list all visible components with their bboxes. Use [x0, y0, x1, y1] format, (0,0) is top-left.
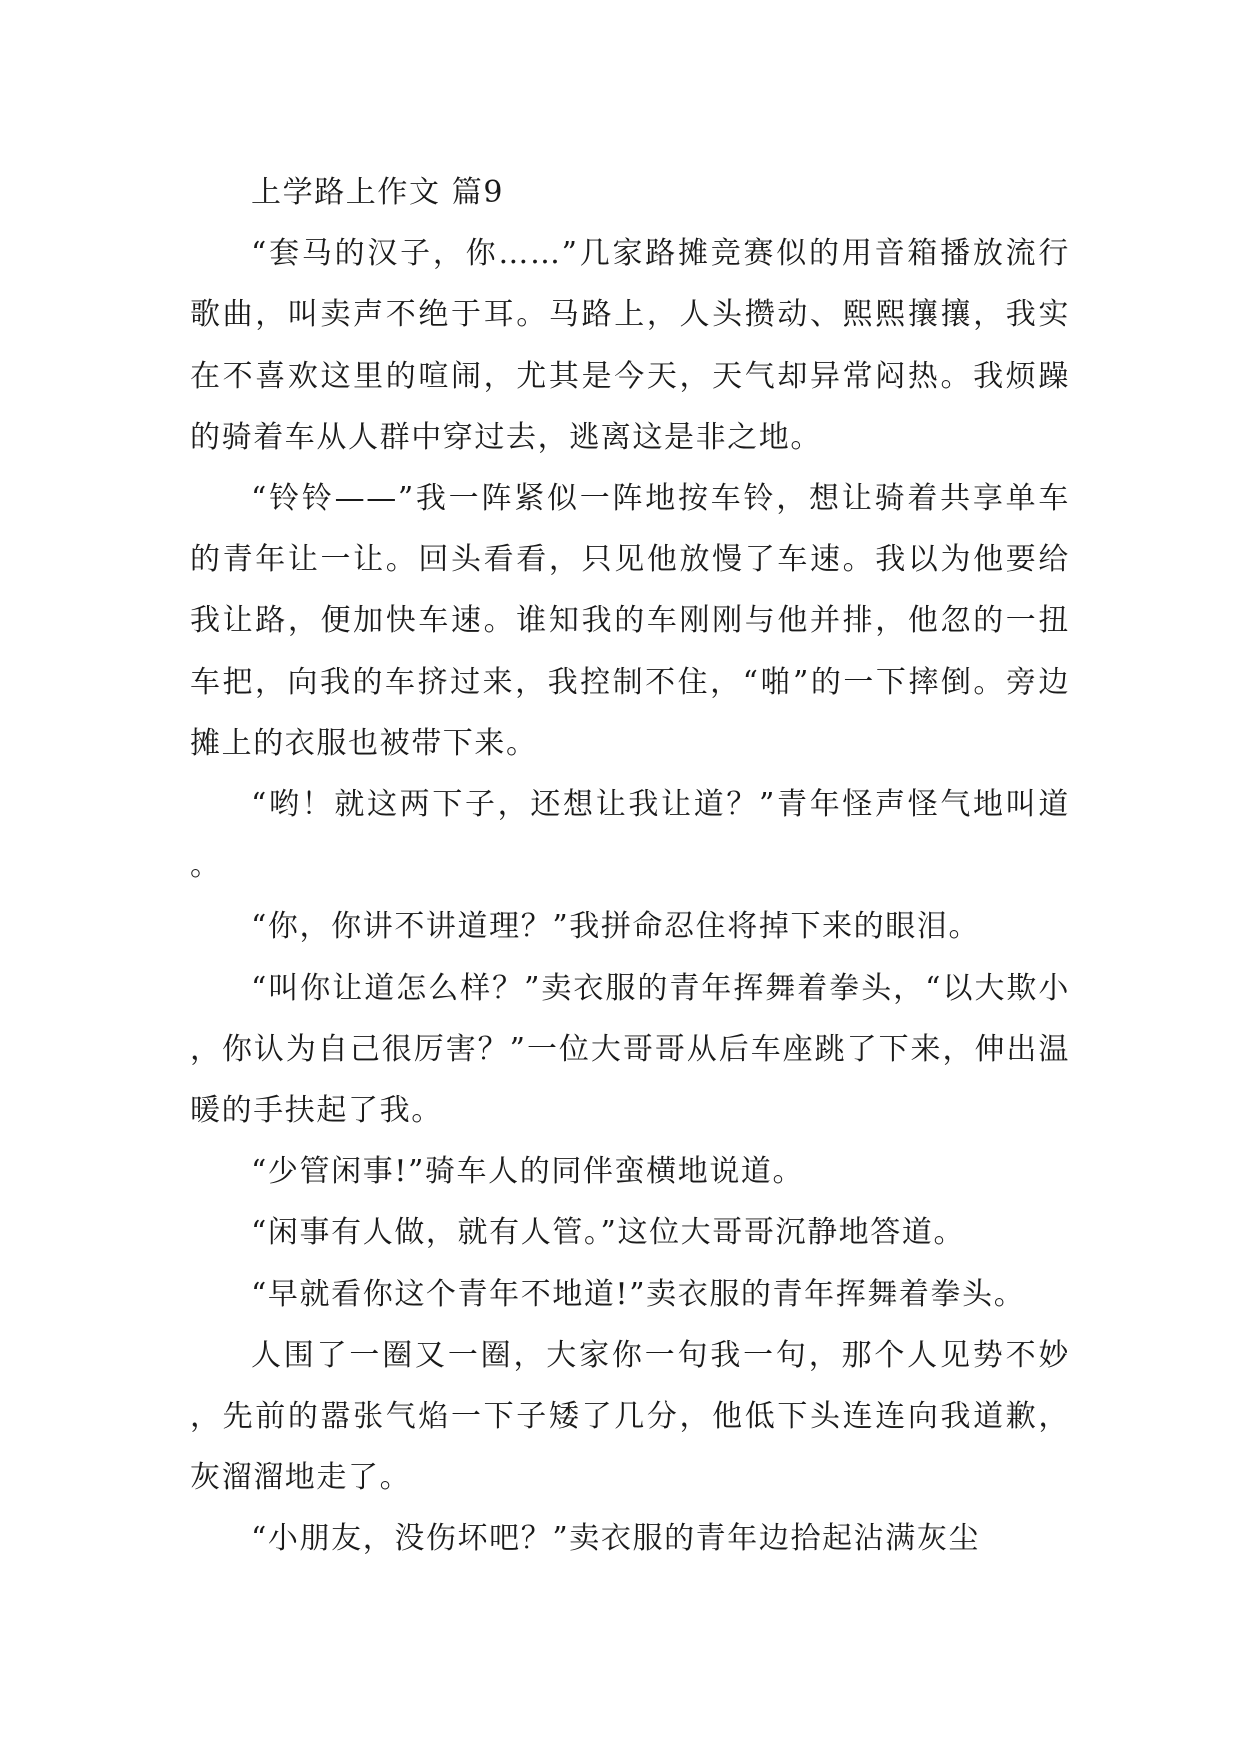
paragraph: “早就看你这个青年不地道!”卖衣服的青年挥舞着拳头。	[251, 1276, 1026, 1312]
essay-title: 上学路上作文 篇9	[251, 175, 505, 210]
paragraph: 人围了一圈又一圈，大家你一句我一句，那个人见势不妙，先前的嚣张气焰一下子矮了几分，他低下头连连向我道歉，灰溜溜地走了。	[190, 1337, 1070, 1496]
paragraph: “闲事有人做，就有人管。”这位大哥哥沉静地答道。	[251, 1215, 966, 1251]
paragraph: “少管闲事!”骑车人的同伴蛮横地说道。	[251, 1154, 805, 1190]
paragraph: “你，你讲不讲道理？”我拼命忍住将掉下来的眼泪。	[251, 909, 981, 945]
document-body	[190, 162, 1070, 1570]
paragraph: “叫你让道怎么样？”卖衣服的青年挥舞着拳头，“以大欺小，你认为自己很厉害？”一位大哥哥从后车座跳了下来，伸出温暖的手扶起了我。	[190, 970, 1070, 1129]
paragraph: “哟！就这两下子，还想让我让道？”青年怪声怪气地叫道。	[190, 787, 1070, 884]
paragraph: “铃铃——”我一阵紧似一阵地按车铃，想让骑着共享单车的青年让一让。回头看看，只见他放慢了车速。我以为他要给我让路，便加快车速。谁知我的车刚刚与他并排，他忽的一扭车把，向我的车挤过来，我控制不住，“啪”的一下摔倒。旁边摊上的衣服也被带下来。	[190, 481, 1070, 761]
paragraph: “套马的汉子，你……”几家路摊竞赛似的用音箱播放流行歌曲，叫卖声不绝于耳。马路上，人头攒动、熙熙攘攘，我实在不喜欢这里的喧闹，尤其是今天，天气却异常闷热。我烦躁的骑着车从人群中穿过去，逃离这是非之地。	[190, 236, 1070, 455]
paragraph: “小朋友，没伤坏吧？”卖衣服的青年边拾起沾满灰尘	[251, 1521, 981, 1557]
